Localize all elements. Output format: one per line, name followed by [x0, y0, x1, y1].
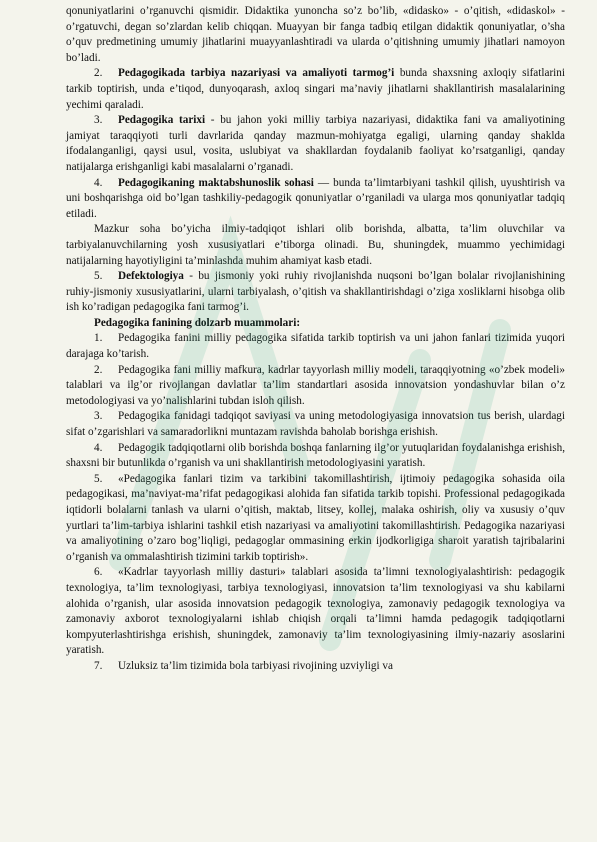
list-item [66, 441, 565, 472]
paragraph [66, 176, 565, 223]
paragraph [66, 269, 565, 316]
list-item-text: Pedagogika fani milliy mafkura, kadrlar tayyorlash milliy modeli, taraqqiyotning «o’zbek modeli» talablari va ilg’or rivojlangan davlatlar ta’lim standartlari asosida innovatsion yondashuvlar bilan o’z metodologiyasi va yo’nalishlarini tubdan isloh qilish. [66, 363, 565, 407]
list-number: 7. [94, 659, 103, 672]
list-item [66, 565, 565, 659]
list-item-text: Pedagogika fanini milliy pedagogika sifatida tarkib toptirish va uni jahon fanlari tizimida yuqori darajaga ko’tarish. [66, 332, 565, 361]
paragraph-text: - bu jismoniy yoki ruhiy rivojlanishda nuqsoni bo’lgan bolalar rivojlanishining ruhiy-jismoniy xususiyatlarini, ularni tarbiyalash, o’qitish va shakllantirishdagi o’ziga xosliklarni hisobga olib ish ko’radigan pedagogika fani tarmog’i. [66, 270, 565, 314]
list-number: 2. [94, 363, 103, 376]
list-number: 5. [94, 270, 103, 283]
paragraph [66, 113, 565, 175]
list-number: 3. [94, 410, 103, 423]
list-number: 5. [94, 472, 103, 485]
term-title: Pedagogikaning maktabshunoslik sohasi [118, 176, 314, 189]
paragraph [66, 66, 565, 113]
list-number: 4. [94, 176, 103, 189]
paragraph-text: — bunda ta’limtarbiyani tashkil qilish, uyushtirish va uni boshqarishga oid bo’lgan tashkiliy-pedagogik qonuniyatlar o’rganiladi va ularga mos qonuniyatlar tadqiq etiladi. [66, 176, 565, 220]
paragraph-text: bunda shaxsning axloqiy sifatlarini tarkib toptirish, unda e’tiqod, dunyoqarash, axloq singari ma’naviy jihatlarni shakllantirish masalalarining yechimi qaraladi. [66, 67, 565, 111]
list-item [66, 472, 565, 566]
list-item [66, 363, 565, 410]
list-item [66, 409, 565, 440]
list-number: 1. [94, 332, 103, 345]
list-item-text: Uzluksiz ta’lim tizimida bola tarbiyasi rivojining uzviyligi va [118, 659, 393, 672]
paragraph: Mazkur soha bo’yicha ilmiy-tadqiqot ishlari olib borishda, albatta, ta’lim oluvchilar va tarbiyalanuvchilarning yosh xususiyatlari e’tiborga olinadi. Bu, shuningdek, muammo yechimidagi natijalarning hayotiyligini ta’minlashda muhim ahamiyat kasb etadi. [66, 223, 565, 267]
list-number: 3. [94, 114, 103, 127]
term-title: Pedagogikada tarbiya nazariyasi va amaliyoti tarmog’i [118, 67, 395, 80]
list-item-text: «Kadrlar tayyorlash milliy dasturi» talablari asosida ta’limni texnologiyalashtirish: pedagogik texnologiya, ta’lim texnologiyasi, tarbiya texnologiyasi, innovatsion ta’lim texnologiyasi va shu kabilarni alohida o’rganish, ular asosida innovatsion pedagogik texnologiya, zamonaviy pedagogik texnologiya va zamonaviy axborot texnologiyalarni ishlab chiqish orqali ta’limni hamda pedagogik tadqiqotlarni kompyuterlashtirishga erishish, shuningdek, zamonaviy ta’lim texnologiyasining ilmiy-nazariy asoslarini yaratish. [66, 566, 565, 657]
list-number: 2. [94, 67, 103, 80]
paragraph: qonuniyatlarini o’rganuvchi qismidir. Didaktika yunoncha so’z bo’lib, «didasko» - o’qitish, «didaskol» - o’rgatuvchi, degan so’zlardan kelib chiqqan. Muayyan bir fanga tadbiq etilgan didaktik qonuniyatlar, o’sha o’quv predmetining umumiy jihatlarini muayyanlashtiradi va ularda o’qitishning umumiy jihatlari namoyon bo’ladi. [66, 5, 565, 64]
term-title: Defektologiya [118, 270, 184, 283]
list-item-text: Pedagogika fanidagi tadqiqot saviyasi va uning metodologiyasiga innovatsion tus berish, ulardagi sifat o’zgarishlari va samaradorlikni muntazam ravishda baholab borishga erishish. [66, 410, 565, 439]
term-title: Pedagogika tarixi [118, 114, 206, 127]
paragraph-text: - bu jahon yoki milliy tarbiya nazariyasi, didaktika fani va amaliyotining jamiyat taraqqiyoti turli davrlarida qanday mazmun-mohiyatga egaligi, ularning qanday shaklda ifodalanganligi, qaysi usul, vosita, uslubiyat va shakllardan foydalanib faoliyat ko’rsatganligi, qanday natijalarga erishganligi kabi masalalarni o’rganadi. [66, 114, 565, 173]
section-heading: Pedagogika fanining dolzarb muammolari: [94, 316, 301, 329]
list-number: 4. [94, 441, 103, 454]
list-item-text: «Pedagogika fanlari tizim va tarkibini takomillashtirish, ijtimoiy pedagogika sohasida oila pedagogikasi, ma’naviyat-ma’rifat pedagogikasi alohida fan sifatida tarkib topishi. Professional pedagogikada iqtidorli bolalarni tanlash va ularni o’qitish, maktab, litsey, kollej, malaka oshirish, oliy va xususiy o’quv yurtlari ta’lim-tarbiya ishlarini tashkil etish nazariyasi va amaliyotini takomillashtirish. Pedagogika nazariyasi va amaliyotining o’zaro bog’liqligi, pedagoglar ommasining erkin ijodkorligiga sharoit yaratish tajribalarini o’rganish va ommalashtirish tizimini tarkib toptirish». [66, 472, 565, 563]
list-item [66, 659, 565, 675]
list-item-text: Pedagogik tadqiqotlarni olib borishda boshqa fanlarning ilg’or yutuqlaridan foydalanishga erishish, shaxsni bir butunlikda o’rganish va uni shakllantirish metodologiyasini yaratish. [66, 441, 565, 470]
list-number: 6. [94, 566, 103, 579]
list-item [66, 331, 565, 362]
